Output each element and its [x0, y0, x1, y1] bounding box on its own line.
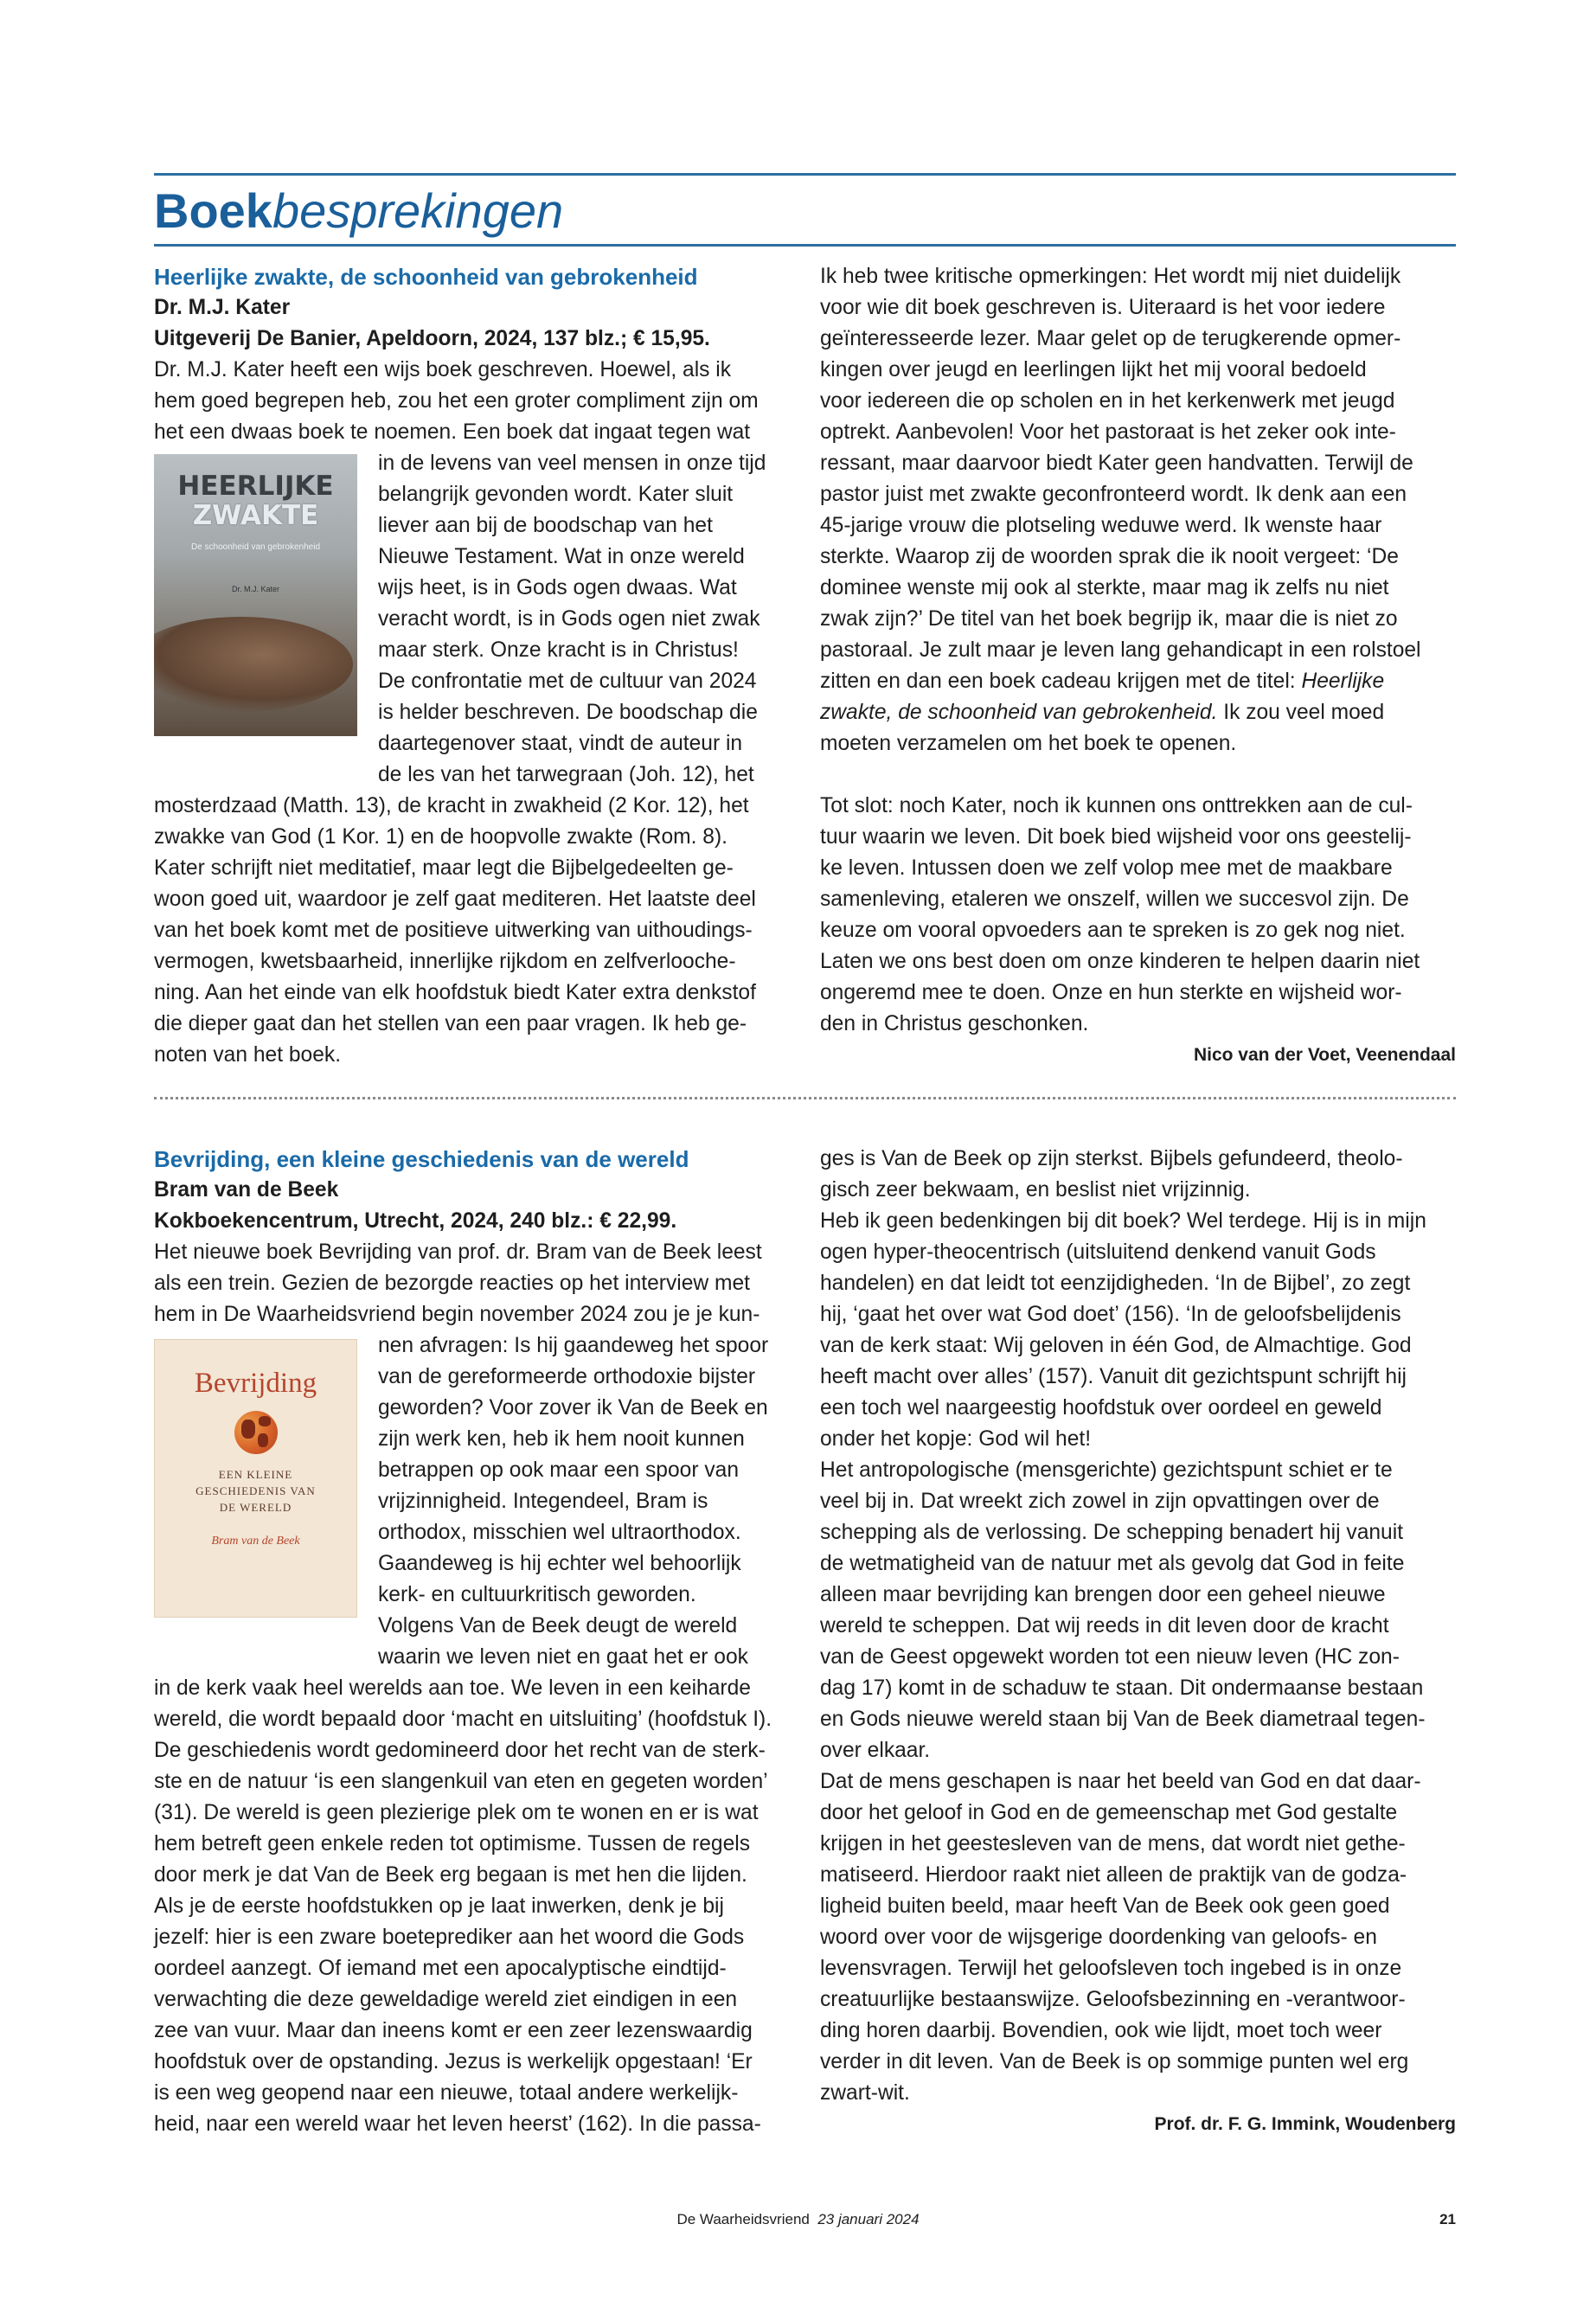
- cover-subtitle-line: DE WERELD: [219, 1501, 292, 1514]
- hand-image: [154, 617, 353, 712]
- text-line: De confrontatie met de cultuur van 2024: [378, 670, 757, 693]
- text-line: waarin we leven niet en gaat het er ook: [378, 1645, 748, 1669]
- review1-cover-subtitle: De schoonheid van gebrokenheid: [191, 542, 320, 552]
- text-line: Dat de mens geschapen is naar het beeld van God en dat daar-: [820, 1770, 1421, 1793]
- text-line: woord over voor de wijsgerige doordenking van geloofs- en: [820, 1926, 1377, 1949]
- text-line: in de kerk vaak heel werelds aan toe. We leven in een keiharde: [154, 1676, 751, 1700]
- review2-body: [154, 1673, 790, 2140]
- review2-title: Bevrijding, een kleine geschiedenis van de wereld: [154, 1146, 689, 1172]
- text-line: schepping als de verlossing. De schepping benadert hij vanuit: [820, 1521, 1404, 1544]
- review2-cover-subtitle: [155, 1466, 356, 1516]
- text-line: liever aan bij de boodschap van het: [378, 514, 713, 537]
- text-line: hij, ‘gaat het over wat God doet’ (156). ‘In de geloofsbelijdenis: [820, 1303, 1401, 1326]
- text-line: wereld te scheppen. Dat wij reeds in dit leven door de kracht: [820, 1614, 1389, 1638]
- review2-cover-title: Bevrijding: [194, 1368, 317, 1399]
- text-line: de les van het tarwegraan (Joh. 12), het: [378, 763, 754, 786]
- text-line: handelen) en dat leidt tot eenzijdigheden. ‘In de Bijbel’, zo zegt: [820, 1272, 1411, 1295]
- text-line: oordeel aanzegt. Of iemand met een apocalyptische eindtijd-: [154, 1957, 727, 1980]
- footer: [0, 2211, 1596, 2228]
- text-line: hem in De Waarheidsvriend begin november 2024 zou je je kun-: [154, 1303, 760, 1326]
- text-line: creatuurlijke bestaanswijze. Geloofsbezinning en -verantwoor-: [820, 1988, 1406, 2011]
- text-line: orthodox, misschien wel ultraorthodox.: [378, 1521, 741, 1544]
- review1-right-text: [820, 261, 1456, 666]
- text-line: mosterdzaad (Matth. 13), de kracht in zwakheid (2 Kor. 12), het: [154, 794, 749, 817]
- text-line: Tot slot: noch Kater, noch ik kunnen ons onttrekken aan de cul-: [820, 794, 1413, 817]
- text-line: daartegenover staat, vindt de auteur in: [378, 732, 743, 755]
- text-line: verwachting die deze geweldadige wereld ziet eindigen in een: [154, 1988, 738, 2011]
- text-line: ressant, maar daarvoor biedt Kater geen handvatten. Terwijl de: [820, 452, 1413, 475]
- text-line: veel bij in. Dat wreekt zich zowel in zijn opvattingen over de: [820, 1490, 1380, 1513]
- text-line: wijs heet, is in Gods ogen dwaas. Wat: [378, 576, 737, 599]
- text-line: noten van het boek.: [154, 1043, 342, 1067]
- text-line: veracht wordt, is in Gods ogen niet zwak: [378, 607, 760, 631]
- text-line: geworden? Voor zover ik Van de Beek en: [378, 1396, 768, 1420]
- text-line: van het boek komt met de positieve uitwerking van uithoudings-: [154, 919, 753, 942]
- text-line: zijn werk ken, heb ik hem nooit kunnen: [378, 1427, 745, 1451]
- text-line: dominee wenste mij ook al sterkte, maar mag ik zelfs nu niet: [820, 576, 1389, 599]
- heading-rule: [154, 244, 1456, 247]
- review1-conclusion: [820, 791, 1456, 1040]
- text-line: pastor juist met zwakte geconfronteerd wordt. Ik denk aan een: [820, 483, 1407, 506]
- text-line: zwart-wit.: [820, 2081, 910, 2105]
- text-line: matiseerd. Hierdoor raakt niet alleen de praktijk van de godza-: [820, 1863, 1407, 1887]
- text-line: Volgens Van de Beek deugt de wereld: [378, 1614, 738, 1638]
- text-line: ongeremd mee te doen. Onze en hun sterkte en wijsheid wor-: [820, 981, 1402, 1004]
- review1-wrap-text: [378, 448, 790, 791]
- text-line: Ik heb twee kritische opmerkingen: Het wordt mij niet duidelijk: [820, 265, 1401, 288]
- text-line: hem goed begrepen heb, zou het een groter compliment zijn om: [154, 389, 759, 413]
- review2-right-column: [820, 1144, 1456, 2140]
- text-line: belangrijk gevonden wordt. Kater sluit: [378, 483, 734, 506]
- text-line: ke leven. Intussen doen we zelf volop mee met de maakbare: [820, 856, 1393, 880]
- text-line: pastoraal. Je zult maar je leven lang gehandicapt in een rolstoel: [820, 638, 1421, 662]
- text-line: door merk je dat Van de Beek erg begaan is met hen die lijden.: [154, 1863, 747, 1887]
- text-line: samenleving, etaleren we onszelf, willen we succesvol zijn. De: [820, 888, 1409, 911]
- text-line: woon goed uit, waardoor je zelf gaat mediteren. Het laatste deel: [154, 888, 756, 911]
- text-line: is helder beschreven. De boodschap die: [378, 701, 758, 724]
- text-line: (31). De wereld is geen plezierige plek om te wonen en er is wat: [154, 1801, 759, 1824]
- text-line: voor iedereen die op scholen en in het kerkenwerk met jeugd: [820, 389, 1395, 413]
- text-line: De geschiedenis wordt gedomineerd door het recht van de sterk-: [154, 1739, 766, 1762]
- text-line: geïnteresseerde lezer. Maar gelet op de terugkerende opmer-: [820, 327, 1401, 350]
- text-line: onder het kopje: God wil het!: [820, 1427, 1092, 1451]
- text-line: levensvragen. Terwijl het geloofsleven toch ingebed is in onze: [820, 1957, 1402, 1980]
- review2-author: Bram van de Beek: [154, 1178, 339, 1202]
- review1-italic-line: zitten en dan een boek cadeau krijgen met de titel: Heerlijke: [820, 670, 1385, 693]
- text-line: gisch zeer bekwaam, en beslist niet vrijzinnig.: [820, 1178, 1251, 1202]
- text-line: Het antropologische (mensgerichte) gezichtspunt schiet er te: [820, 1458, 1393, 1482]
- review1-wrap-block: [154, 448, 790, 791]
- text-line: Als je de eerste hoofdstukken op je laat inwerken, denk je bij: [154, 1894, 724, 1918]
- text-line: en Gods nieuwe wereld staan bij Van de Beek diametraal tegen-: [820, 1708, 1426, 1731]
- text-line: vrijzinnigheid. Integendeel, Bram is: [378, 1490, 708, 1513]
- text-line: ding horen daarbij. Bovendien, ook wie lijdt, moet toch weer: [820, 2019, 1382, 2042]
- text-line: het een dwaas boek te noemen. Een boek dat ingaat tegen wat: [154, 420, 751, 444]
- text-line: die dieper gaat dan het stellen van een paar vragen. Ik heb ge-: [154, 1012, 747, 1035]
- review1-cover-author: Dr. M.J. Kater: [231, 585, 279, 593]
- text-line: als een trein. Gezien de bezorgde reacties op het interview met: [154, 1272, 751, 1295]
- review1-italic-line: zwakte, de schoonheid van gebrokenheid. Ik zou veel moed: [820, 701, 1385, 724]
- text-line: heeft macht over alles’ (157). Vanuit dit gezichtspunt schrijft hij: [820, 1365, 1407, 1388]
- review1-intro: [154, 355, 790, 448]
- text-line: vermogen, kwetsbaarheid, innerlijke rijkdom en zelfverlooche-: [154, 950, 736, 973]
- review2-right-text: [820, 1144, 1456, 2109]
- section-heading: Boekbesprekingen: [154, 183, 564, 238]
- review2-signature: Prof. dr. F. G. Immink, Woudenberg: [1154, 2114, 1456, 2134]
- section-divider: [154, 1097, 1456, 1099]
- cover-subtitle-line: GESCHIEDENIS VAN: [195, 1484, 316, 1497]
- text-line: over elkaar.: [820, 1739, 931, 1762]
- text-line: tuur waarin we leven. Dit boek bied wijsheid voor ons geestelij-: [820, 825, 1412, 849]
- review1-right-column: [820, 261, 1456, 1071]
- text-line: ste en de natuur ‘is een slangenkuil van eten en gegeten worden’: [154, 1770, 768, 1793]
- text-line: dag 17) komt in de schaduw te staan. Dit ondermaanse bestaan: [820, 1676, 1424, 1700]
- text-line: keuze om vooral opvoeders aan te spreken is zo gek nog niet.: [820, 919, 1406, 942]
- text-line: ning. Aan het einde van elk hoofdstuk biedt Kater extra denkstof: [154, 981, 756, 1004]
- text-line: ligheid buiten beeld, maar heeft Van de Beek ook geen goed: [820, 1894, 1390, 1918]
- review1-text-line: moeten verzamelen om het boek te openen.: [820, 732, 1237, 755]
- text-line: voor wie dit boek geschreven is. Uiteraard is het voor iedere: [820, 296, 1386, 319]
- text-line: van de gereformeerde orthodoxie bijster: [378, 1365, 756, 1388]
- text-line: door het geloof in God en de gemeenschap met God gestalte: [820, 1801, 1398, 1824]
- text-line: optrekt. Aanbevolen! Voor het pastoraat is het zeker ook inte-: [820, 420, 1396, 444]
- text-line: nen afvragen: Is hij gaandeweg het spoor: [378, 1334, 769, 1357]
- cover-subtitle-line: EEN KLEINE: [218, 1468, 293, 1481]
- text-line: in de levens van veel mensen in onze tijd: [378, 452, 766, 475]
- text-line: zwak zijn?’ De titel van het boek begrijp ik, maar die is niet zo: [820, 607, 1398, 631]
- review2-wrap-text: [378, 1330, 790, 1673]
- text-line: van de kerk staat: Wij geloven in één God, de Almachtige. God: [820, 1334, 1412, 1357]
- review1-cover-title: HEERLIJKE: [177, 471, 334, 502]
- text-line: heid, naar een wereld waar het leven heerst’ (162). In die passa-: [154, 2112, 761, 2136]
- review1-signature: Nico van der Voet, Veenendaal: [1193, 1045, 1456, 1065]
- review1-book-cover: [154, 454, 357, 736]
- page-number: 21: [1439, 2211, 1456, 2227]
- review1-publisher: Uitgeverij De Banier, Apeldoorn, 2024, 137 blz.; € 15,95.: [154, 327, 710, 350]
- text-line: Het nieuwe boek Bevrijding van prof. dr. Bram van de Beek leest: [154, 1240, 762, 1264]
- review2-cover-author: Bram van de Beek: [211, 1535, 300, 1548]
- footer-date: 23 januari 2024: [817, 2211, 920, 2227]
- text-line: den in Christus geschonken.: [820, 1012, 1089, 1035]
- text-line: 45-jarige vrouw die plotseling weduwe werd. Ik wenste haar: [820, 514, 1382, 537]
- review1-author: Dr. M.J. Kater: [154, 296, 291, 319]
- text-line: de wetmatigheid van de natuur met als gevolg dat God in feite: [820, 1552, 1405, 1575]
- review1-cover-title: ZWAKTE: [192, 500, 319, 531]
- text-line: wereld, die wordt bepaald door ‘macht en uitsluiting’ (hoofdstuk I).: [154, 1708, 772, 1731]
- text-line: zee van vuur. Maar dan ineens komt er een zeer lezenswaardig: [154, 2019, 753, 2042]
- text-line: van de Geest opgewekt worden tot een nieuw leven (HC zon-: [820, 1645, 1400, 1669]
- text-line: Heb ik geen bedenkingen bij dit boek? Wel terdege. Hij is in mijn: [820, 1209, 1426, 1233]
- text-line: jezelf: hier is een zware boeteprediker aan het woord die Gods: [154, 1926, 745, 1949]
- text-line: hem betreft geen enkele reden tot optimisme. Tussen de regels: [154, 1832, 751, 1856]
- review2-intro: [154, 1237, 790, 1330]
- review1-left-column: [154, 261, 790, 1071]
- text-line: Kater schrijft niet meditatief, maar legt die Bijbelgedeelten ge-: [154, 856, 734, 880]
- review2-left-column: [154, 1144, 790, 2140]
- text-line: maar sterk. Onze kracht is in Christus!: [378, 638, 739, 662]
- review2-wrap-block: [154, 1330, 790, 1673]
- review2-book-cover: [154, 1339, 357, 1618]
- text-line: verder in dit leven. Van de Beek is op sommige punten wel erg: [820, 2050, 1409, 2073]
- globe-icon: [234, 1411, 278, 1454]
- text-line: is een weg geopend naar een nieuwe, totaal andere werkelijk-: [154, 2081, 739, 2105]
- top-rule: [154, 173, 1456, 176]
- text-line: kingen over jeugd en leerlingen lijkt het mij vooral bedoeld: [820, 358, 1367, 381]
- text-line: sterkte. Waarop zij de woorden sprak die ik nooit vergeet: ‘De: [820, 545, 1399, 568]
- text-line: zwakke van God (1 Kor. 1) en de hoopvolle zwakte (Rom. 8).: [154, 825, 727, 849]
- text-line: Nieuwe Testament. Wat in onze wereld: [378, 545, 745, 568]
- footer-magazine: De Waarheidsvriend: [676, 2211, 810, 2227]
- text-line: betrappen op ook maar een spoor van: [378, 1458, 740, 1482]
- text-line: Gaandeweg is hij echter wel behoorlijk: [378, 1552, 741, 1575]
- text-line: ges is Van de Beek op zijn sterkst. Bijbels gefundeerd, theolo-: [820, 1147, 1403, 1170]
- text-line: alleen maar bevrijding kan brengen door een geheel nieuwe: [820, 1583, 1386, 1606]
- text-line: Laten we ons best doen om onze kinderen te helpen daarin niet: [820, 950, 1420, 973]
- text-line: krijgen in het geestesleven van de mens, dat wordt niet gethe-: [820, 1832, 1406, 1856]
- review1-title: Heerlijke zwakte, de schoonheid van gebrokenheid: [154, 264, 698, 290]
- text-line: Dr. M.J. Kater heeft een wijs boek geschreven. Hoewel, als ik: [154, 358, 732, 381]
- text-line: hoofdstuk over de opstanding. Jezus is werkelijk opgestaan! ‘Er: [154, 2050, 753, 2073]
- text-line: kerk- en cultuurkritisch geworden.: [378, 1583, 696, 1606]
- text-line: een toch wel naargeestig hoofdstuk over oordeel en geweld: [820, 1396, 1382, 1420]
- review2-publisher: Kokboekencentrum, Utrecht, 2024, 240 blz.: € 22,99.: [154, 1209, 677, 1233]
- text-line: ogen hyper-theocentrisch (uitsluitend denkend vanuit Gods: [820, 1240, 1376, 1264]
- review1-body: [154, 791, 790, 1071]
